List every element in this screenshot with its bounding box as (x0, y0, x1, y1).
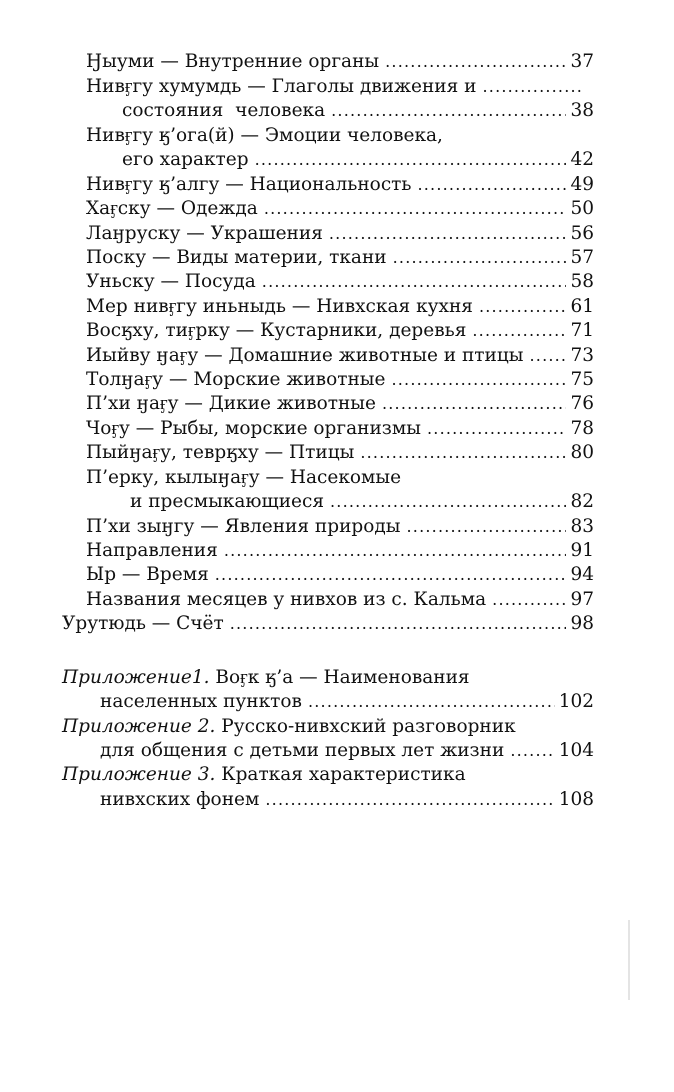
toc-entry[interactable] (86, 587, 594, 613)
toc-entry[interactable] (86, 367, 594, 393)
toc-entry-label: Ӈыуми — Внутренние органы (86, 51, 380, 72)
toc-entry-label: Урутюдь — Счёт (62, 613, 224, 634)
appendix-entry[interactable] (100, 689, 594, 715)
leader-dots (407, 514, 567, 540)
toc-entry-label: его характер (122, 149, 249, 170)
toc-entry-page: 42 (570, 149, 594, 170)
toc-entry-label: Мер нивӻгу иньныдь — Нивхская кухня (86, 296, 473, 317)
toc-entry-page: 76 (570, 393, 594, 414)
toc-entry-label: состояния человека (122, 100, 326, 121)
toc-entry-label: Хаӻску — Одежда (86, 198, 258, 219)
toc-entry[interactable] (86, 294, 594, 320)
toc-entry-page: 94 (570, 564, 594, 585)
toc-entry-label: Поску — Виды материи, ткани (86, 247, 387, 268)
toc-entry-label: П’ерку, кылыӈаӻу — Насекомые (86, 467, 402, 488)
appendix-entry[interactable] (100, 738, 594, 764)
appendix-prefix: Приложение1. (62, 667, 210, 688)
leader-dots (472, 318, 566, 344)
toc-entry-page: 50 (570, 198, 594, 219)
leader-dots (479, 294, 567, 320)
toc-entry[interactable] (86, 416, 594, 442)
toc-entry[interactable] (86, 123, 594, 149)
leader-dots (330, 489, 566, 515)
leader-dots (510, 738, 554, 764)
toc-entry[interactable] (86, 49, 594, 75)
toc-entry-label: Толӈаӻу — Морские животные (86, 369, 386, 390)
leader-dots (492, 587, 566, 613)
leader-dots (385, 49, 566, 75)
appendix-page: 104 (558, 740, 594, 761)
leader-dots (382, 391, 566, 417)
appendix-page: 102 (558, 691, 594, 712)
appendix-prefix: Приложение 2. (62, 716, 216, 737)
toc-entry-page: 91 (570, 540, 594, 561)
appendix-entry[interactable] (62, 762, 594, 788)
toc-entry-page: 37 (570, 51, 594, 72)
toc-entry-page: 98 (570, 613, 594, 634)
leader-dots (308, 689, 555, 715)
appendix-label-line (62, 714, 516, 740)
toc-entry-label: Лаӈруску — Украшения (86, 223, 323, 244)
toc-entry-page: 83 (570, 516, 594, 537)
appendix-title: Воӻк ӄ’а — Наименования (209, 667, 470, 688)
toc-entry[interactable] (86, 440, 594, 466)
leader-dots (329, 221, 567, 247)
toc-entry-page: 97 (570, 589, 594, 610)
toc-entry-label: Чоӻу — Рыбы, морские организмы (86, 418, 421, 439)
toc-entry-page: 78 (570, 418, 594, 439)
toc-entry-label: Восӄху, тиӻрку — Кустарники, деревья (86, 320, 467, 341)
leader-dots (360, 440, 566, 466)
toc-entry-label: Пыйӈаӻу, теврӄху — Птицы (86, 442, 355, 463)
appendix-prefix: Приложение 3. (62, 764, 216, 785)
toc-entry[interactable] (86, 343, 594, 369)
toc-entry-label: Уньску — Посуда (86, 271, 256, 292)
toc-entry-label: П’хи ӈаӻу — Дикие животные (86, 393, 376, 414)
toc-entry[interactable] (122, 147, 594, 173)
leader-dots (264, 196, 567, 222)
scan-edge-mark (628, 920, 630, 1000)
toc-entry-label: Нивӻгу хумумдь — Глаголы движения и (86, 76, 477, 97)
leader-dots (391, 367, 566, 393)
toc-entry-page: 61 (570, 296, 594, 317)
leader-dots (417, 172, 566, 198)
leader-dots (530, 343, 567, 369)
toc-entry-label: и пресмыкающиеся (130, 491, 325, 512)
appendix-entry[interactable] (62, 714, 594, 740)
leader-dots (393, 245, 567, 271)
toc-entry-page: 49 (570, 174, 594, 195)
toc-entry-page: 82 (570, 491, 594, 512)
toc-entry[interactable] (86, 269, 594, 295)
leader-dots (224, 538, 567, 564)
toc-entry[interactable] (86, 538, 594, 564)
toc-entry-label: П’хи зыӈгу — Явления природы (86, 516, 401, 537)
toc-entry-page: 75 (570, 369, 594, 390)
toc-entry[interactable] (86, 562, 594, 588)
leader-dots (255, 147, 567, 173)
toc-entry[interactable] (86, 221, 594, 247)
toc-entry[interactable] (86, 318, 594, 344)
toc-entry[interactable] (62, 611, 594, 637)
appendix-title: нивхских фонем (100, 789, 260, 810)
toc-entry[interactable] (86, 514, 594, 540)
appendix-title: для общения с детьми первых лет жизни (100, 740, 505, 761)
toc-entry[interactable] (86, 74, 586, 100)
toc-entry[interactable] (86, 245, 594, 271)
toc-entry-page: 38 (570, 100, 594, 121)
appendix-title: Русско-нивхский разговорник (215, 716, 516, 737)
toc-entry-page: 58 (570, 271, 594, 292)
toc-entry[interactable] (86, 172, 594, 198)
leader-dots (262, 269, 567, 295)
toc-entry-label: Названия месяцев у нивхов из с. Кальма (86, 589, 487, 610)
appendix-entry[interactable] (62, 665, 594, 691)
leader-dots (427, 416, 566, 442)
toc-entry[interactable] (130, 489, 594, 515)
toc-entry-label: Ыр — Время (86, 564, 209, 585)
appendix-title: населенных пунктов (100, 691, 302, 712)
appendix-label-line (62, 762, 466, 788)
toc-entry[interactable] (86, 465, 594, 491)
toc-entry-label: Направления (86, 540, 218, 561)
toc-entry-page: 56 (570, 223, 594, 244)
toc-entry-page: 57 (570, 247, 594, 268)
appendix-title: Краткая характеристика (215, 764, 466, 785)
toc-entry-page: 80 (570, 442, 594, 463)
appendix-entry[interactable] (100, 787, 594, 813)
leader-dots (230, 611, 567, 637)
appendix-page: 108 (558, 789, 594, 810)
toc-entry-label: Иыйву ӈаӻу — Домашние животные и птицы (86, 345, 524, 366)
leader-dots (215, 562, 567, 588)
leader-dots (265, 787, 554, 813)
toc-entry-label: Нивӻгу ӄ’алгу — Национальность (86, 174, 412, 195)
toc-entry[interactable] (86, 196, 594, 222)
toc-entry-page: 73 (570, 345, 594, 366)
leader-dots (483, 74, 583, 100)
toc-entry[interactable] (122, 98, 594, 124)
appendix-label-line (62, 665, 470, 691)
toc-entry-label: Нивӻгу ӄ’ога(й) — Эмоции человека, (86, 125, 443, 146)
toc-entry-page: 71 (570, 320, 594, 341)
toc-entry[interactable] (86, 391, 594, 417)
leader-dots (331, 98, 566, 124)
